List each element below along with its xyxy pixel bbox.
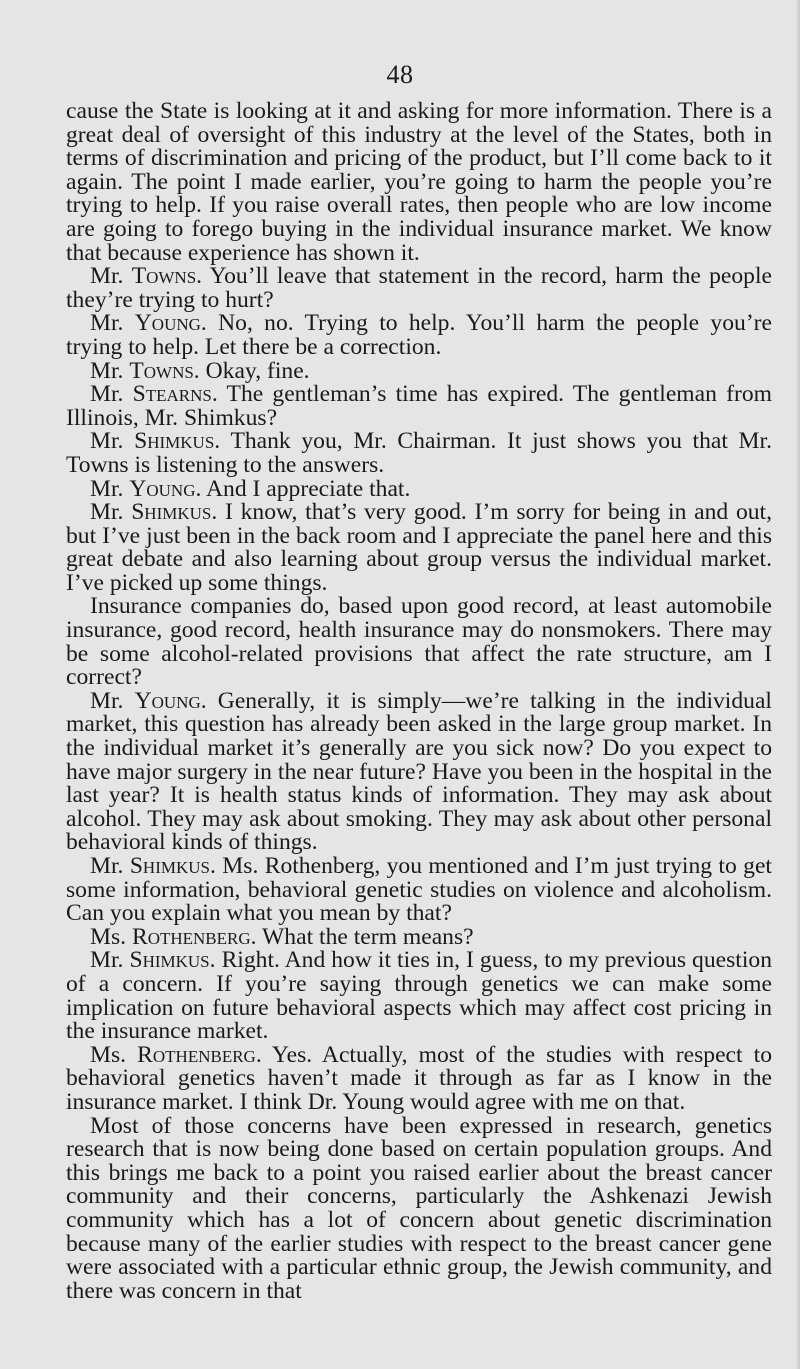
speaker-title: Mr. <box>90 381 124 408</box>
paragraph-text: Ms. Rothenberg, you mentioned and I’m just trying to get some information, behavioral genetic studies on violence and alcoholism. Can you explain what you mean by that? <box>66 853 772 927</box>
speaker-name: Shimkus. <box>129 947 216 974</box>
speaker-title: Mr. <box>90 853 124 879</box>
paragraph-text: No, no. Trying to help. You’ll harm the people you’re trying to help. Let there be a correction. <box>66 310 772 360</box>
speaker-title: Mr. <box>90 263 124 290</box>
speaker-name: Towns. <box>131 263 203 290</box>
transcript-paragraph <box>66 501 772 595</box>
speaker-title: Mr. <box>90 947 124 974</box>
paragraph-text: Insurance companies do, based upon good record, at least automobile insurance, good record, health insurance may do nonsmokers. There may be some alcohol-related provisions that affect the rate structure, am I correct? <box>66 593 772 691</box>
speaker-title: Mr. <box>90 475 124 502</box>
speaker-name: Shimkus. <box>131 499 218 526</box>
transcript-paragraph <box>66 1112 772 1304</box>
paragraph-text: The gentleman’s time has expired. The gentleman from Illinois, Mr. Shimkus? <box>66 381 772 431</box>
paragraph-text: Right. And how it ties in, I guess, to my previous question of a concern. If you’re saying through genetics we can make some implication on future behavioral aspects which may affect cost pricing in the insurance market. <box>66 947 772 1045</box>
speaker-name: Rothenberg. <box>131 923 257 950</box>
transcript-paragraph <box>66 475 772 502</box>
speaker-name: Stearns. <box>132 381 218 408</box>
transcript-body <box>66 100 772 1303</box>
paragraph-text: And I appreciate that. <box>206 475 411 502</box>
transcript-paragraph <box>66 949 772 1043</box>
paragraph-text: What the term means? <box>262 923 474 950</box>
paragraph-text: You’ll leave that statement in the record, harm the people they’re trying to hurt? <box>66 263 772 313</box>
paragraph-text: Thank you, Mr. Chairman. It just shows you that Mr. Towns is listening to the answers. <box>66 428 772 478</box>
page-edge-shadow <box>796 0 800 1369</box>
speaker-title: Ms. <box>90 923 127 950</box>
speaker-title: Mr. <box>90 428 124 455</box>
transcript-paragraph <box>66 1041 773 1115</box>
transcript-paragraph <box>66 357 772 384</box>
speaker-title: Ms. <box>90 1041 127 1068</box>
paragraph-text: Okay, fine. <box>205 357 310 384</box>
page-number: 48 <box>386 60 414 89</box>
transcript-paragraph <box>66 383 772 430</box>
speaker-title: Mr. <box>90 310 124 337</box>
speaker-name: Shimkus. <box>134 428 221 455</box>
transcript-paragraph <box>66 100 772 265</box>
speaker-title: Mr. <box>90 357 124 384</box>
speaker-name: Young. <box>134 687 207 714</box>
paragraph-text: Yes. Actually, most of the studies with respect to behavioral genetics haven’t made it through as far as I know in the insurance market. I think Dr. Young would agree with me on that. <box>66 1041 773 1115</box>
transcript-paragraph <box>66 855 772 926</box>
speaker-name: Young. <box>134 310 207 337</box>
speaker-name: Rothenberg. <box>137 1041 262 1068</box>
speaker-title: Mr. <box>90 499 124 526</box>
speaker-name: Towns. <box>129 357 200 384</box>
transcript-paragraph <box>66 595 772 689</box>
speaker-name: Young. <box>129 475 202 502</box>
speaker-title: Mr. <box>90 687 124 714</box>
transcript-paragraph <box>66 430 772 477</box>
transcript-paragraph <box>66 312 772 359</box>
paragraph-text: Generally, it is simply—we’re talking in the individual market, this question has already been asked in the large group market. In the individual market it’s generally are you sick now? Do you expect to have major surgery in the near future? Have you been in the hospital in the last year? It is health status kinds of information. They may ask about alcohol. They may ask about smoking. They may ask about other personal behavioral kinds of things. <box>66 687 772 856</box>
paragraph-text: Most of those concerns have been expressed in research, genetics research that is now being done based on certain population groups. And this brings me back to a point you raised earlier about the breast cancer community and their concerns, particularly the Ashkenazi Jewish community which has a lot of concern about genetic discrimination because many of the earlier studies with respect to the breast cancer gene were associated with a particular ethnic group, the Jewish community, and there was concern in that <box>66 1112 772 1304</box>
paragraph-text: I know, that’s very good. I’m sorry for being in and out, but I’ve just been in the back room and I appreciate the panel here and this great debate and also learning about group versus the individual market. I’ve picked up some things. <box>66 499 772 596</box>
speaker-name: Shimkus. <box>129 853 216 879</box>
transcript-paragraph <box>66 687 772 856</box>
transcript-paragraph <box>66 265 772 312</box>
paragraph-text: cause the State is looking at it and asking for more information. There is a great deal of oversight of this industry at the level of the States, both in terms of discrimination and pricing of the product, but I’ll come back to it again. The point I made earlier, you’re going to harm the people you’re trying to help. If you raise overall rates, then people who are low income are going to forego buying in the individual insurance market. We know that because experience has shown it. <box>66 98 772 266</box>
transcript-paragraph <box>66 923 772 950</box>
